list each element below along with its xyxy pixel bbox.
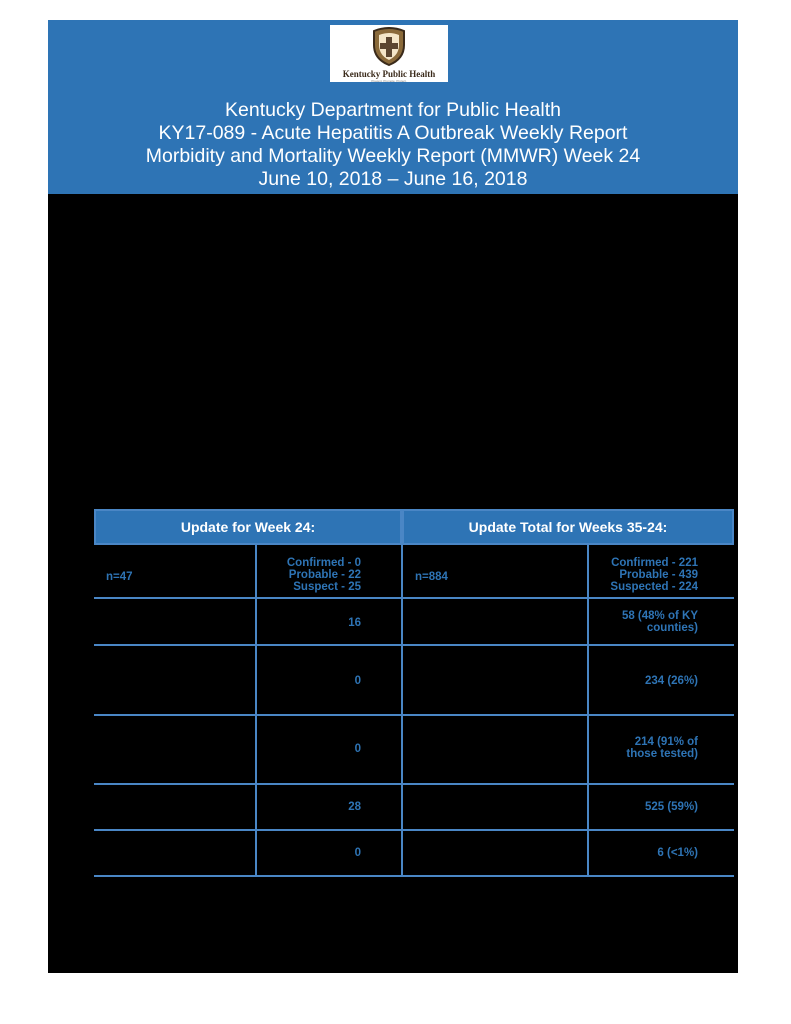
row-3-total-line-2: those tested) [626, 748, 698, 760]
week-confirmed: Confirmed - 0 [286, 557, 361, 569]
header-week-update: Update for Week 24: [94, 509, 402, 545]
logo-tagline: Prevent. Promote. Protect. [371, 79, 407, 83]
shield-cross-icon [370, 27, 408, 67]
total-suspected: Suspected - 224 [610, 581, 698, 593]
row-1-total-line-1: 58 (48% of KY [621, 610, 698, 622]
week-case-count: n=47 [106, 571, 133, 583]
row-3-total-line-1: 214 (91% of [634, 736, 698, 748]
department-title: Kentucky Department for Public Health [225, 99, 561, 121]
header-total-update: Update Total for Weeks 35-24: [402, 509, 734, 545]
outbreak-summary-table [94, 509, 734, 879]
total-probable: Probable - 439 [619, 569, 698, 581]
table-row-1-week: 16 [348, 617, 361, 629]
table-row-3-week: 0 [354, 743, 361, 755]
total-case-breakdown [589, 555, 698, 595]
table-row-3-total [589, 733, 698, 763]
total-confirmed: Confirmed - 221 [611, 557, 698, 569]
report-header [48, 20, 738, 194]
report-title: KY17-089 - Acute Hepatitis A Outbreak Weekly Report [158, 122, 628, 144]
week-case-breakdown [257, 555, 361, 595]
table-row-5-total: 6 (<1%) [657, 847, 698, 859]
total-case-count: n=884 [415, 571, 448, 583]
logo-text: Kentucky Public Health [342, 69, 436, 79]
mmwr-week-title: Morbidity and Mortality Weekly Report (MMWR) Week 24 [145, 145, 641, 167]
date-range: June 10, 2018 – June 16, 2018 [258, 168, 528, 190]
table-row-1-total [589, 607, 698, 637]
table-row-4-total: 525 (59%) [644, 801, 698, 813]
row-1-total-line-2: counties) [646, 622, 698, 634]
table-row-2-week: 0 [354, 675, 361, 687]
table-row-4-week: 28 [348, 801, 361, 813]
kentucky-public-health-logo [330, 25, 448, 82]
table-row-2-total: 234 (26%) [644, 675, 698, 687]
table-row-5-week: 0 [354, 847, 361, 859]
week-probable: Probable - 22 [288, 569, 361, 581]
week-suspect: Suspect - 25 [293, 581, 361, 593]
